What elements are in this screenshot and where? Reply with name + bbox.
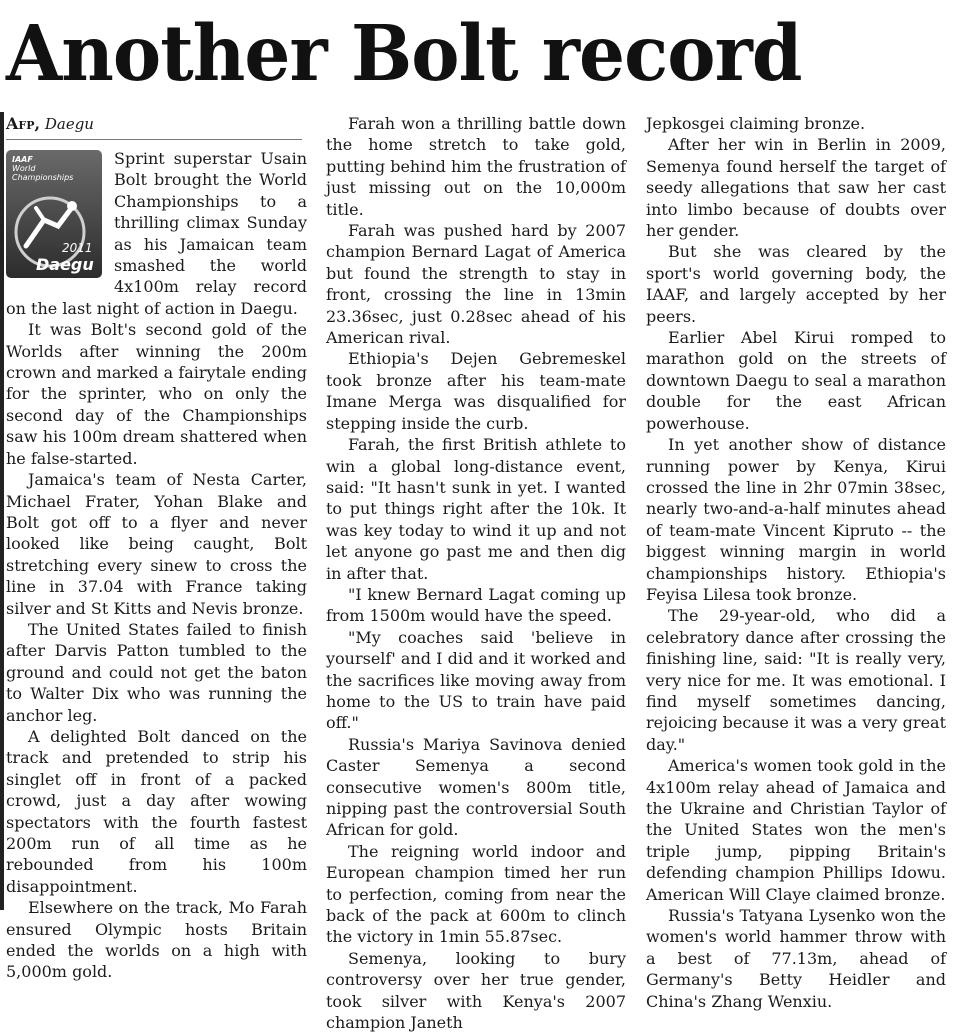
byline-agency: Afp, (6, 114, 41, 133)
paragraph: Russia's Tatyana Lysenko won the women's world hammer throw with a best of 77.13m, ahead of Germany's Betty Heidler and China's Zhang Wenxiu. (646, 906, 946, 1011)
column-1 (6, 113, 307, 983)
paragraph: Farah won a thrilling battle down the home stretch to take gold, putting behind him the frustration of just missing out on the 10,000m title. (326, 114, 626, 219)
logo-text-city: Daegu (36, 255, 94, 274)
paragraph: The 29-year-old, who did a celebratory dance after crossing the finishing line, said: "It is really very, very nice for me. It was emotional. I find myself sometimes dancing, rejoicing because it was a very great day." (646, 606, 946, 754)
paragraph: A delighted Bolt danced on the track and pretended to strip his singlet off in front of a packed crowd, just a day after wowing spectators with the fourth fastest 200m run of all time as he rebounded from his 100m disappointment. (6, 726, 307, 896)
paragraph: The reigning world indoor and European champion timed her run to perfection, coming from near the back of the pack at 600m to clinch the victory in 1min 55.87sec. (326, 841, 626, 947)
paragraph: Jamaica's team of Nesta Carter, Michael Frater, Yohan Blake and Bolt got off to a flyer and never looked like being caught, Bolt stretching every sinew to cross the line in 37.04 with France taking silver and St Kitts and Nevis bronze. (6, 470, 307, 618)
paragraph: Elsewhere on the track, Mo Farah ensured Olympic hosts Britain ended the worlds on a high with 5,000m gold. (6, 898, 307, 982)
paragraph: Semenya, looking to bury controversy over her true gender, took silver with Kenya's 2007 champion Janeth (326, 948, 626, 1033)
headline: Another Bolt record (6, 9, 802, 99)
logo-text-iaaf: IAAF (12, 155, 33, 164)
logo-text-world: World (12, 164, 36, 173)
paragraph: But she was cleared by the sport's world governing body, the IAAF, and largely accepted by her peers. (646, 242, 946, 326)
paragraph-continuation: Jepkosgei claiming bronze. (646, 114, 866, 133)
byline (6, 113, 302, 140)
paragraph: In yet another show of distance running power by Kenya, Kirui crossed the line in 2hr 07min 38sec, nearly two-and-a-half minutes ahead of team-mate Vincent Kipruto -- the biggest winning margin in world championships history. Ethiopia's Feyisa Lilesa took bronze. (646, 435, 946, 604)
paragraph: Farah, the first British athlete to win a global long-distance event, said: "It hasn't sunk in yet. I wanted to put things right after the 10k. It was key today to wind it up and not let anyone go past me and then dig in after that. (326, 435, 626, 583)
logo-text-year: 2011 (62, 241, 93, 255)
paragraph: "I knew Bernard Lagat coming up from 1500m would have the speed. (326, 584, 626, 626)
paragraph: It was Bolt's second gold of the Worlds after winning the 200m crown and marked a fairytale ending for the sprinter, who on only the second day of the Championships saw his 100m dream shattered when he false-started. (6, 320, 307, 468)
logo-text-championships: Championships (12, 173, 74, 182)
left-column-rule (0, 112, 4, 910)
paragraph: Ethiopia's Dejen Gebremeskel took bronze after his team-mate Imane Merga was disqualified for stepping inside the curb. (326, 349, 626, 433)
paragraph: Earlier Abel Kirui romped to marathon gold on the streets of downtown Daegu to seal a marathon double for the east African powerhouse. (646, 328, 946, 433)
paragraph: Russia's Mariya Savinova denied Caster Semenya a second consecutive women's 800m title, nipping past the controversial South African for gold. (326, 734, 626, 840)
column-2 (326, 113, 626, 1033)
iaaf-daegu-2011-logo (6, 150, 102, 278)
paragraph: "My coaches said 'believe in yourself' and I did and it worked and the sacrifices like moving away from home to the US to train have paid off." (326, 627, 626, 733)
paragraph: The United States failed to finish after Darvis Patton tumbled to the ground and could not get the baton to Walter Dix who was running the anchor leg. (6, 619, 307, 725)
byline-city: Daegu (44, 115, 94, 133)
column-3 (646, 113, 946, 1012)
paragraph: America's women took gold in the 4x100m relay ahead of Jamaica and the Ukraine and Christian Taylor of the United States won the men's triple jump, pipping Britain's defending champion Phillips Idowu. American Will Claye claimed bronze. (646, 756, 946, 904)
paragraph: Sprint superstar Usain Bolt brought the World Championships to a thrilling climax Sunday as his Jamaican team smashed the world 4x100m relay record on the last night of action in Daegu. (6, 149, 307, 318)
paragraph: Farah was pushed hard by 2007 champion Bernard Lagat of America but found the strength to stay in front, crossing the line in 13min 23.36sec, just 0.28sec ahead of his American rival. (326, 221, 626, 348)
paragraph: After her win in Berlin in 2009, Semenya found herself the target of seedy allegations that saw her cast into limbo because of doubts over her gender. (646, 135, 946, 241)
